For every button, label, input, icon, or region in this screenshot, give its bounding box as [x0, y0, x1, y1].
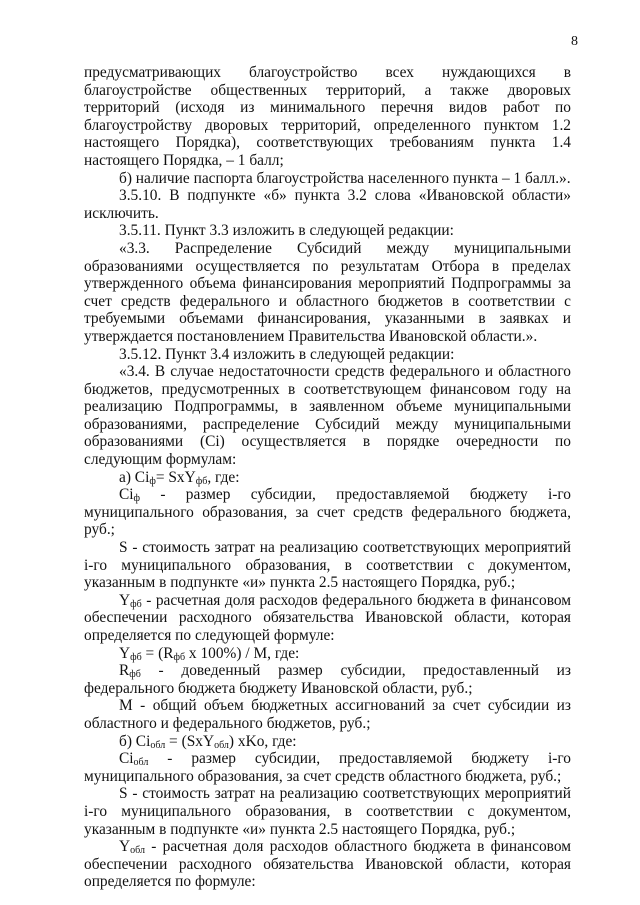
paragraph-text: R: [119, 662, 130, 680]
paragraph-text: Y: [119, 838, 131, 856]
subscript: обл: [130, 845, 145, 857]
paragraph: [84, 222, 571, 240]
subscript: фб: [130, 598, 142, 610]
paragraph: [84, 662, 571, 697]
paragraph: [84, 346, 571, 364]
paragraph-text: б) наличие паспорта благоустройства населенного пункта – 1 балл.».: [119, 169, 571, 187]
subscript: фб: [173, 651, 186, 663]
paragraph: [84, 240, 571, 346]
paragraph-text: = (R: [141, 644, 174, 662]
paragraph-text: = (SxY: [165, 732, 215, 750]
paragraph-text: Y: [119, 591, 131, 609]
paragraph: [84, 733, 571, 751]
paragraph: [84, 469, 571, 487]
subscript: обл: [150, 739, 166, 751]
subscript: ф: [133, 493, 141, 505]
page-number: 8: [571, 34, 578, 49]
subscript: обл: [133, 757, 149, 769]
paragraph-text: - размер субсидии, предоставляемой бюджету i-го муниципального образования, за счет средств областного бюджета, руб.;: [84, 750, 571, 785]
paragraph-text: S - стоимость затрат на реализацию соответствующих мероприятий i-го муниципального образования, в соответствии с документом, указанным в подпункте «и» пункта 2.5 настоящего Порядка, руб.;: [84, 785, 571, 838]
subscript: ф: [149, 475, 156, 487]
paragraph-text: - расчетная доля расходов федерального бюджета в финансовом обеспечении расходного обязательства Ивановской области, которая определяется по следующей формуле:: [84, 591, 571, 644]
paragraph-text: 3.5.10. В подпункте «б» пункта 3.2 слова «Ивановской области» исключить.: [84, 187, 571, 222]
paragraph-text: , где:: [207, 468, 240, 486]
paragraph: [84, 170, 571, 188]
paragraph: [84, 363, 571, 469]
paragraph-text: 3.5.11. Пункт 3.3 изложить в следующей редакции:: [119, 222, 454, 240]
paragraph-text: 3.5.12. Пункт 3.4 изложить в следующей редакции:: [119, 345, 455, 363]
paragraph-text: = SxY: [155, 468, 196, 486]
paragraph-text: Ci: [119, 486, 134, 504]
paragraph: [84, 539, 571, 592]
paragraph: [84, 486, 571, 539]
paragraph: [84, 187, 571, 222]
paragraph: [84, 838, 571, 891]
paragraph-text: - доведенный размер субсидии, предоставленный из федерального бюджета бюджету Ивановской области, руб.;: [84, 662, 571, 697]
subscript: обл: [214, 739, 229, 751]
paragraph-text: Ci: [119, 750, 134, 768]
paragraph: [84, 592, 571, 645]
subscript: фб: [130, 651, 142, 663]
paragraph: [84, 64, 571, 170]
paragraph-text: «3.3. Распределение Субсидий между муниципальными образованиями осуществляется по результатам Отбора в пределах утвержденного объема финансирования мероприятий Подпрограммы за счет средств федерального и областного бюджетов в соответствии с требуемыми объемами финансирования, указанными в заявках и утверждается постановлением Правительства Ивановской области.».: [84, 239, 571, 345]
paragraph-text: Y: [119, 644, 131, 662]
document-body: [84, 64, 571, 891]
paragraph-text: б) Ci: [119, 732, 151, 750]
paragraph-text: «3.4. В случае недостаточности средств федерального и областного бюджетов, предусмотренных в соответствующем финансовом году на реализацию Подпрограммы, в заявленном объеме муниципальными образованиями, распределение Субсидий между муниципальными образованиями (Ci) осуществляется в порядке очередности по следующим формулам:: [84, 363, 571, 469]
paragraph: [84, 750, 571, 785]
subscript: фб: [195, 475, 208, 487]
paragraph: [84, 645, 571, 663]
subscript: фб: [129, 669, 141, 681]
paragraph-text: М - общий объем бюджетных ассигнований за счет субсидии из областного и федерального бюджетов, руб.;: [84, 697, 571, 732]
paragraph-text: x 100%) / М, где:: [185, 644, 300, 662]
paragraph-text: - размер субсидии, предоставляемой бюджету i-го муниципального образования, за счет средств федерального бюджета, руб.;: [84, 486, 571, 539]
paragraph-text: - расчетная доля расходов областного бюджета в финансовом обеспечении расходного обязательства Ивановской области, которая определяется по формуле:: [84, 838, 571, 891]
paragraph: [84, 785, 571, 838]
paragraph-text: ) xKo, где:: [228, 732, 297, 750]
paragraph: [84, 697, 571, 732]
paragraph-text: а) Ci: [119, 468, 150, 486]
paragraph-text: S - стоимость затрат на реализацию соответствующих мероприятий i-го муниципального образования, в соответствии с документом, указанным в подпункте «и» пункта 2.5 настоящего Порядка, руб.;: [84, 539, 571, 592]
paragraph-text: предусматривающих благоустройство всех нуждающихся в благоустройстве общественных территорий, а также дворовых территорий (исходя из минимального перечня видов работ по благоустройству дворовых территорий, определенного пунктом 1.2 настоящего Порядка), соответствующих требованиям пункта 1.4 настоящего Порядка, – 1 балл;: [84, 64, 571, 169]
